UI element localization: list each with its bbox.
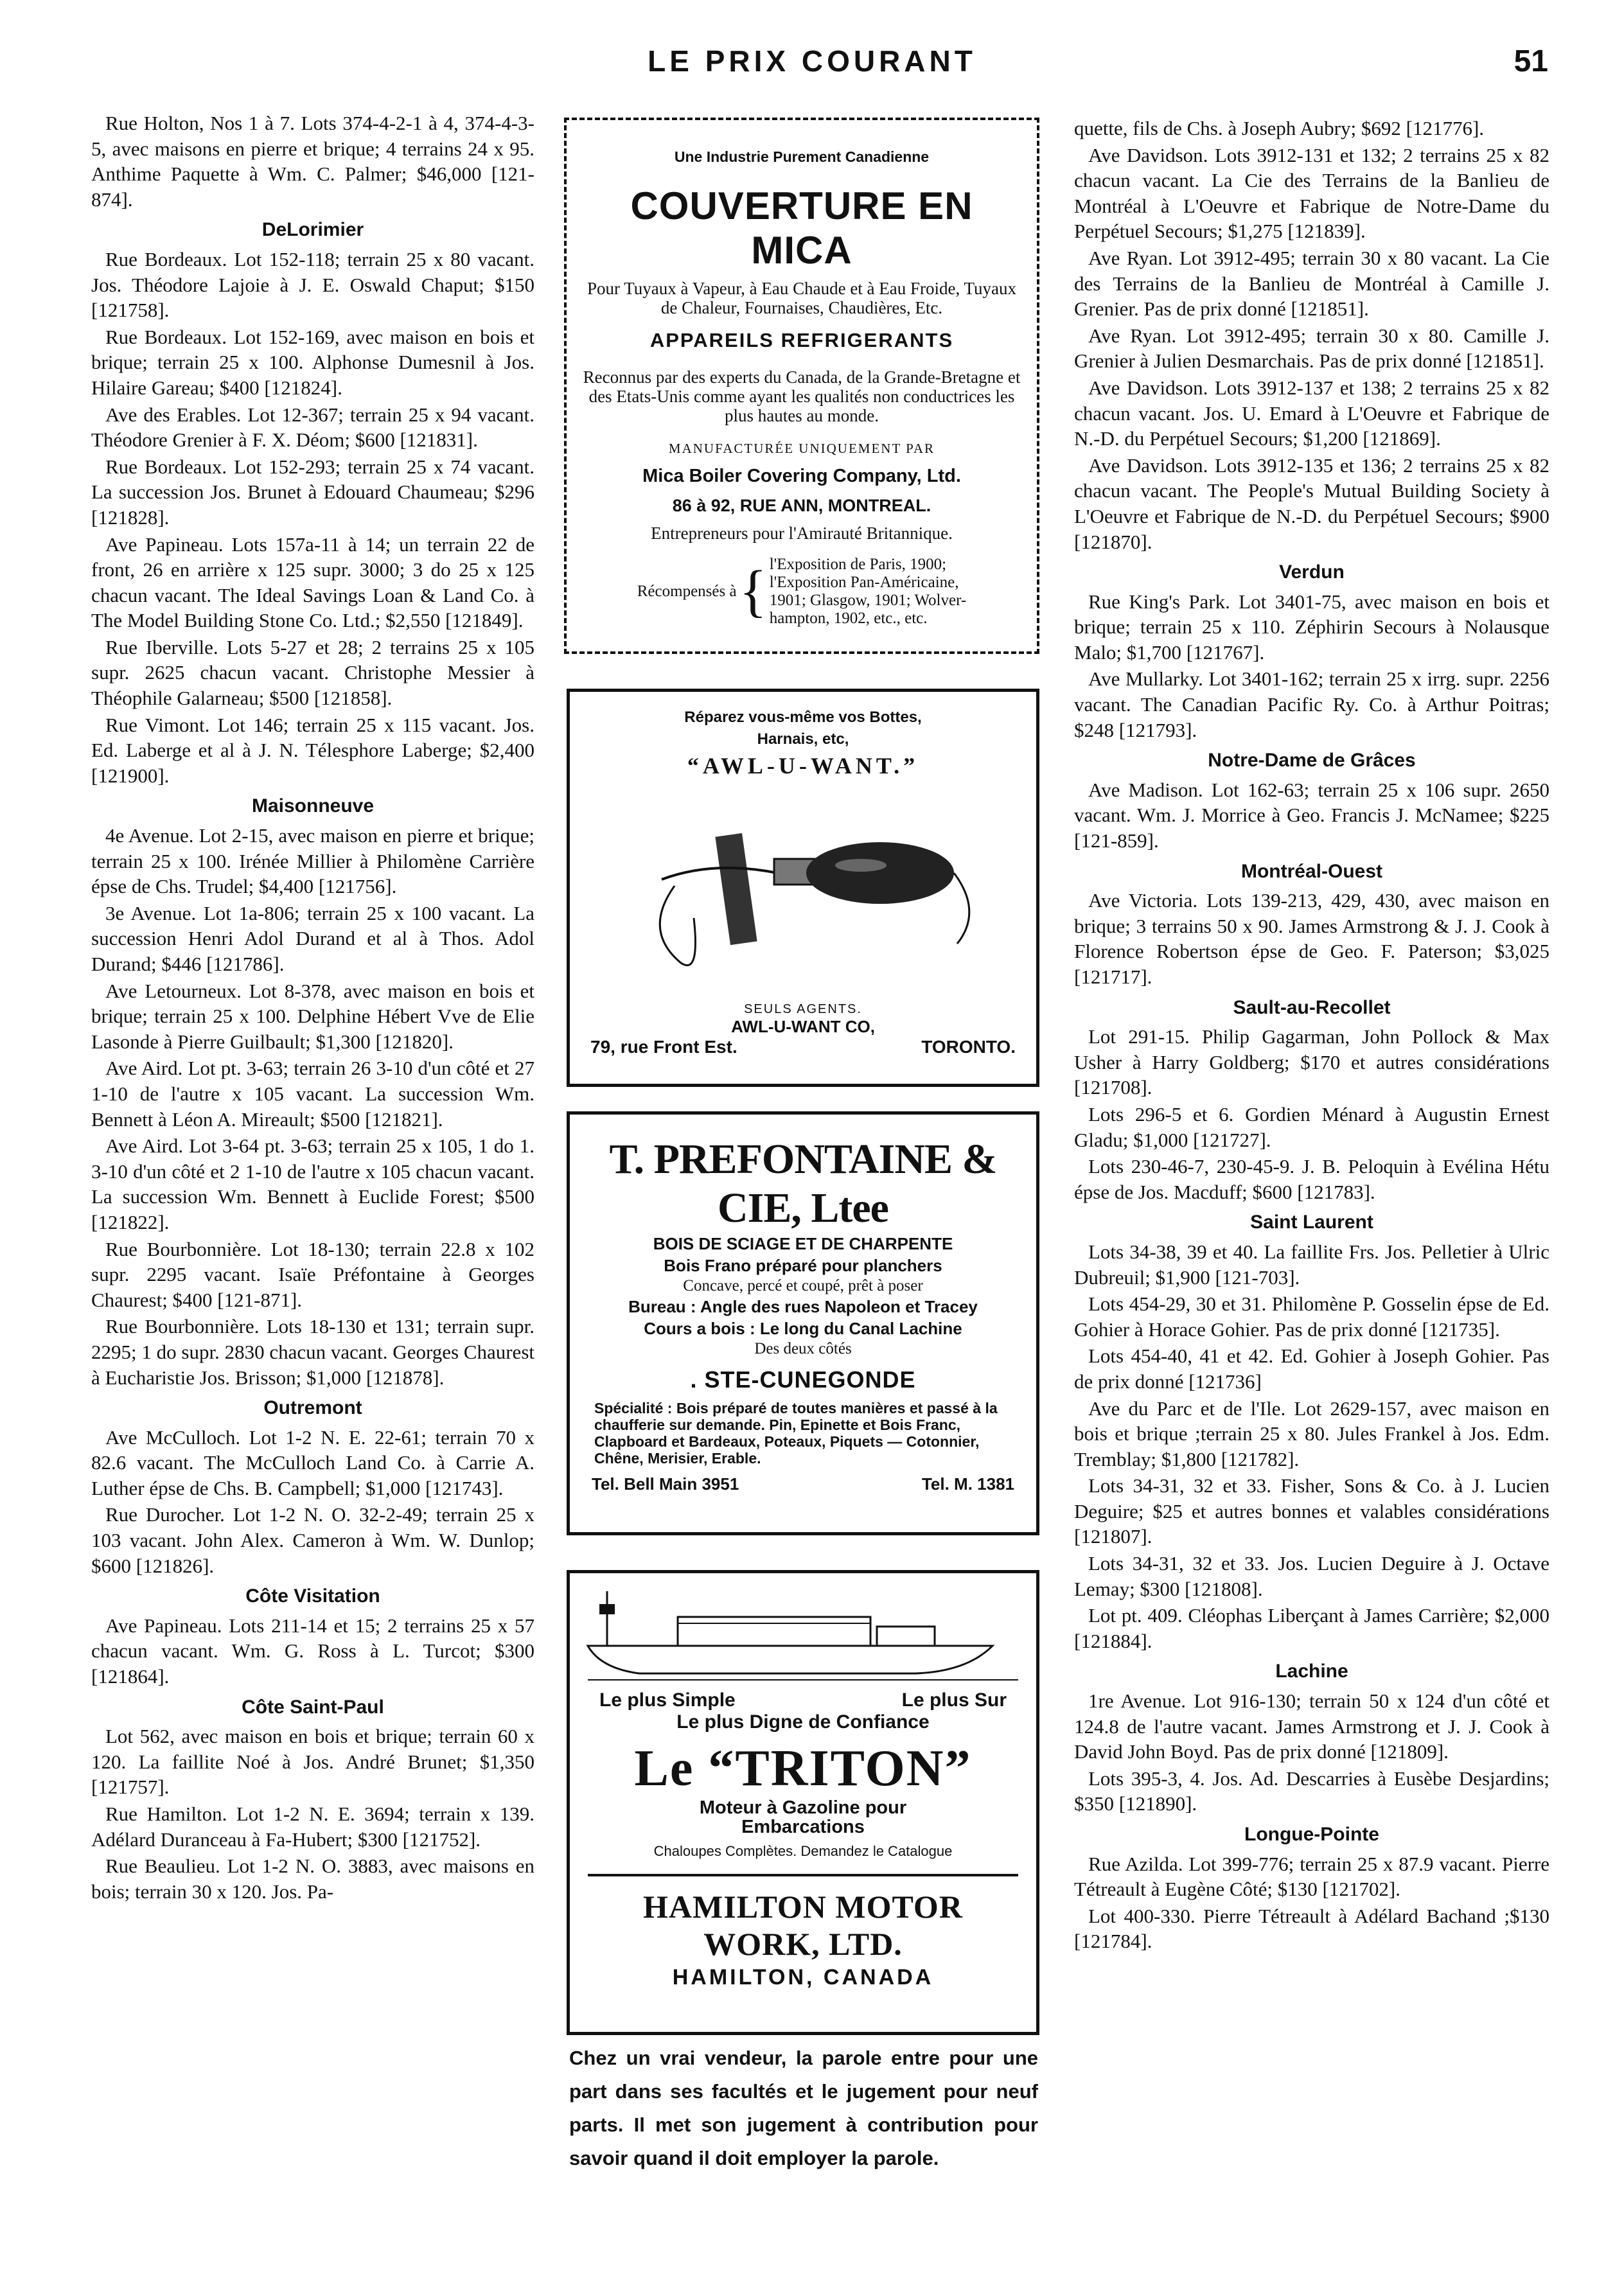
awards-label: Récompensés à [637, 583, 737, 600]
listing: Lots 230-46-7, 230-45-9. J. B. Peloquin à Evélina Hétu épse de Jos. Macduff; $600 [121783]. [1074, 1155, 1549, 1203]
page-header [0, 44, 1624, 89]
ad-line: Bois Frano préparé pour planchers [664, 1256, 942, 1275]
listing: Lots 34-31, 32 et 33. Jos. Lucien Deguire à J. Octave Lemay; $300 [121808]. [1074, 1552, 1549, 1600]
listing: Ave Mullarky. Lot 3401-162; terrain 25 x irrg. supr. 2256 vacant. The Canadian Pacific Ry. Co. à Arthur Poitras; $248 [121793]. [1074, 667, 1549, 741]
ad-description: Pour Tuyaux à Vapeur, à Eau Chaude et à Eau Froide, Tuyaux de Chaleur, Fournaises, Chaudières, Etc. [587, 279, 1017, 317]
ad-telephone: Tel. Bell Main 3951 [592, 1474, 739, 1494]
ad-line: Des deux côtés [754, 1340, 852, 1357]
listing: Lot pt. 409. Cléophas Liberçant à James Carrière; $2,000 [121884]. [1074, 1604, 1549, 1652]
listing: Rue Bordeaux. Lot 152-293; terrain 25 x 74 vacant. La succession Jos. Brunet à Edouard Chaumeau; $296 [121828]. [91, 455, 534, 529]
ad-line: BOIS DE SCIAGE ET DE CHARPENTE [653, 1234, 953, 1253]
listing: Rue King's Park. Lot 3401-75, avec maison en bois et brique; terrain 25 x 110. Zéphirin Secours à Nolausque Malo; $1,700 [121767]. [1074, 590, 1549, 664]
listing: Ave Davidson. Lots 3912-137 et 138; 2 terrains 25 x 82 chacun vacant. Jos. U. Emard à L'Oeuvre et Fabrique de N.-D. du Perpétuel Secours; $1,200 [121869]. [1074, 376, 1549, 450]
listing: Rue Holton, Nos 1 à 7. Lots 374-4-2-1 à 4, 374-4-3-5, avec maisons en pierre et brique; 4 terrains 24 x 95. Anthime Paquette à Wm. C. Palmer; $46,000 [121-874]. [91, 112, 534, 211]
ad-line: Concave, percé et coupé, prêt à poser [683, 1277, 923, 1294]
award-line: l'Exposition de Paris, 1900; [769, 556, 947, 573]
right-column [1074, 116, 1549, 1955]
ad-prefontaine [567, 1111, 1039, 1535]
ad-slogan: Le plus Simple [599, 1689, 736, 1711]
section-heading: Lachine [1275, 1661, 1348, 1682]
listing: Lots 454-40, 41 et 42. Ed. Gohier à Joseph Gohier. Pas de prix donné [121736] [1074, 1345, 1549, 1393]
section-heading: Côte Saint-Paul [242, 1696, 384, 1718]
ad-manufactured-by: MANUFACTURÉE UNIQUEMENT PAR [668, 441, 935, 456]
listing: Rue Iberville. Lots 5-27 et 28; 2 terrains 25 x 105 supr. 2625 chacun vacant. Christophe Messier à Théophile Galarneau; $500 [121858]. [91, 635, 534, 710]
listing: Ave Aird. Lot pt. 3-63; terrain 26 3-10 d'un côté et 27 1-10 de l'autre x 105 vacant. La succession Wm. Bennett à Léon A. Mireault; $500 [121821]. [91, 1057, 534, 1131]
ad-telephone-row [585, 1474, 1021, 1494]
ad-approval: Reconnus par des experts du Canada, de la Grande-Bretagne et des Etats-Unis comme ayant les qualités non conductrices les plus hautes au monde. [583, 367, 1021, 425]
listing: Ave Papineau. Lots 157a-11 à 14; un terrain 22 de front, 26 en arrière x 125 supr. 3000; 3 do 25 x 125 chacun vacant. The Ideal Savings Loan & Land Co. à The Model Building Stone Co. Ltd.; $2,550 [121849]. [91, 533, 534, 632]
listing: Ave Victoria. Lots 139-213, 429, 430, avec maison en brique; 3 terrains 50 x 90. James Armstrong & J. J. Cook à Florence Robertson épse de Geo. F. Paterson; $3,025 [121717]. [1074, 889, 1549, 988]
section-heading: Verdun [1279, 561, 1345, 583]
section-heading: DeLorimier [261, 219, 364, 241]
section-heading: Côte Visitation [245, 1585, 380, 1607]
ad-city: TORONTO. [921, 1037, 1016, 1057]
ad-awl-u-want [567, 689, 1039, 1087]
listing: Rue Hamilton. Lot 1-2 N. E. 3694; terrain x 139. Adélard Duranceau à Fa-Hubert; $300 [121752]. [91, 1803, 534, 1851]
listing: Lots 34-31, 32 et 33. Fisher, Sons & Co. à J. Lucien Deguire; $25 et autres bonnes et valables considérations [121807]. [1074, 1474, 1549, 1548]
listing: Ave Davidson. Lots 3912-131 et 132; 2 terrains 25 x 82 chacun vacant. La Cie des Terrains de la Banlieu de Montréal à L'Oeuvre et Fabrique de Notre-Dame du Perpétuel Secours; $1,275 [121839]. [1074, 143, 1549, 243]
ad-place: . STE-CUNEGONDE [690, 1366, 916, 1393]
ad-title: COUVERTURE EN MICA [630, 184, 973, 272]
ad-agents: SEULS AGENTS. [744, 1002, 862, 1016]
listing: 4e Avenue. Lot 2-15, avec maison en pierre et brique; terrain 25 x 100. Irénée Millier à Philomène Carrière épse de Chs. Trudel; $4,400 [121756]. [91, 824, 534, 898]
listing: Lots 296-5 et 6. Gordien Ménard à Augustin Ernest Gladu; $1,000 [121727]. [1074, 1102, 1549, 1151]
listing: Ave des Erables. Lot 12-367; terrain 25 x 94 vacant. Théodore Grenier à F. X. Déom; $600 [121831]. [91, 403, 534, 452]
section-heading: Sault-au-Recollet [1233, 996, 1391, 1018]
ad-slogan: Le plus Sur [901, 1689, 1007, 1711]
ad-company: AWL-U-WANT CO, [731, 1017, 875, 1036]
listing: Ave Ryan. Lot 3912-495; terrain 30 x 80. Camille J. Grenier à Julien Desmarchais. Pas de prix donné [121851]. [1074, 324, 1549, 373]
listing: Lots 454-29, 30 et 31. Philomène P. Gosselin épse de Ed. Gohier à Horace Gohier. Pas de prix donné [121735]. [1074, 1292, 1549, 1341]
ad-slogan-row [581, 1689, 1025, 1711]
ad-address: 86 à 92, RUE ANN, MONTREAL. [672, 496, 931, 515]
listing: Ave Madison. Lot 162-63; terrain 25 x 106 supr. 2650 vacant. Wm. J. Morrice à Geo. Francis J. McNamee; $225 [121-859]. [1074, 778, 1549, 852]
listing: quette, fils de Chs. à Joseph Aubry; $692 [121776]. [1074, 117, 1485, 139]
ad-mica-covering [564, 118, 1039, 654]
ad-contractor: Entrepreneurs pour l'Amirauté Britannique. [651, 524, 953, 543]
ad-address-row [583, 1037, 1023, 1057]
ad-city: HAMILTON, CANADA [672, 1965, 934, 1989]
listing: Rue Bourbonnière. Lot 18-130; terrain 22.8 x 102 supr. 2295 vacant. Isaïe Préfontaine à Georges Chaurest; $400 [121-871]. [91, 1237, 534, 1311]
ad-address: 79, rue Front Est. [590, 1037, 737, 1057]
ad-triton [567, 1570, 1039, 2035]
brace-icon: { [739, 560, 767, 623]
listing: 3e Avenue. Lot 1a-806; terrain 25 x 100 vacant. La succession Henri Adol Durand et al à Thos. Adol Durand; $446 [121786]. [91, 901, 534, 975]
ad-awards [582, 556, 1021, 628]
section-heading: Maisonneuve [251, 795, 375, 817]
listing: Rue Vimont. Lot 146; terrain 25 x 115 vacant. Jos. Ed. Laberge et al à J. N. Télesphore Laberge; $2,400 [121900]. [91, 713, 534, 787]
section-heading: Longue-Pointe [1244, 1824, 1379, 1845]
listing: Rue Durocher. Lot 1-2 N. O. 32-2-49; terrain 25 x 103 vacant. John Alex. Cameron à Wm. W. Dunlop; $600 [121826]. [91, 1503, 534, 1577]
ad-line: Cours a bois : Le long du Canal Lachine [644, 1319, 962, 1338]
listing: Rue Azilda. Lot 399-776; terrain 25 x 87.9 vacant. Pierre Tétreault à Eugène Côté; $130 [121702]. [1074, 1852, 1549, 1901]
awl-tool-illustration [623, 783, 983, 995]
listing: 1re Avenue. Lot 916-130; terrain 50 x 124 d'un côté et 124.8 de l'autre vacant. James Armstrong et J. J. Cook à David John Boyd. Pas de prix donné [121809]. [1074, 1689, 1549, 1763]
awards-list [770, 556, 966, 628]
listing: Lots 34-38, 39 et 40. La faillite Frs. Jos. Pelletier à Ulric Dubreuil; $1,900 [121-703]. [1074, 1240, 1549, 1289]
listing: Rue Bordeaux. Lot 152-169, avec maison en bois et brique; terrain 25 x 100. Alphonse Dumesnil à Jos. Hilaire Gareau; $400 [121824]. [91, 325, 534, 399]
listing: Rue Bordeaux. Lot 152-118; terrain 25 x 80 vacant. Jos. Théodore Lajoie à J. E. Oswald Chaput; $150 [121758]. [91, 247, 534, 322]
listing: Ave Ryan. Lot 3912-495; terrain 30 x 80 vacant. La Cie des Terrains de la Banlieu de Montréal à Camille J. Grenier. Pas de prix donné [121851]. [1074, 246, 1549, 321]
ad-company: Mica Boiler Covering Company, Ltd. [642, 466, 961, 486]
listing: Lots 395-3, 4. Jos. Ad. Descarries à Eusèbe Desjardins; $350 [121890]. [1074, 1767, 1549, 1815]
listing: Lot 291-15. Philip Gagarman, John Pollock & Max Usher à Harry Goldberg; $170 et autres considérations [121708]. [1074, 1025, 1549, 1099]
ad-brand: Le “TRITON” [634, 1740, 972, 1797]
ad-line: Harnais, etc, [757, 730, 849, 748]
listing: Ave Papineau. Lots 211-14 et 15; 2 terrains 25 x 57 chacun vacant. Wm. G. Ross à L. Turcot; $300 [121864]. [91, 1614, 534, 1688]
section-heading: Saint Laurent [1250, 1212, 1373, 1233]
ad-company: HAMILTON MOTOR WORK, LTD. [643, 1889, 963, 1962]
ad-line: Embarcations [741, 1817, 865, 1837]
listing: Ave du Parc et de l'Ile. Lot 2629-157, avec maison en bois et brique ;terrain 25 x 80. Jules Frankel à Jos. Edm. Tremblay; $1,800 [121782]. [1074, 1397, 1549, 1470]
journal-title: LE PRIX COURANT [648, 44, 976, 78]
section-heading: Notre-Dame de Grâces [1208, 750, 1416, 772]
listing: Ave Aird. Lot 3-64 pt. 3-63; terrain 25 x 105, 1 do 1. 3-10 d'un côté et 2 1-10 de l'autre x 105 chacun vacant. La succession Wm. Bennett à Euclide Forest; $500 [121822]. [91, 1134, 534, 1233]
ad-line: Moteur à Gazoline pour [699, 1797, 907, 1818]
section-heading: Montréal-Ouest [1240, 860, 1383, 882]
listing: Ave Letourneux. Lot 8-378, avec maison en bois et brique; terrain 25 x 100. Delphine Hébert Vve de Elie Lasonde à Pierre Guilbault; $1,300 [121820]. [91, 979, 534, 1053]
award-line: l'Exposition Pan-Américaine, [769, 574, 959, 591]
motor-boat-illustration [581, 1585, 1025, 1681]
divider [588, 1874, 1018, 1876]
listing: Rue Beaulieu. Lot 1-2 N. O. 3883, avec maisons en bois; terrain 30 x 120. Jos. Pa- [91, 1855, 534, 1903]
closing-quote: Chez un vrai vendeur, la parole entre pour une part dans ses facultés et le jugement pour neuf parts. Il met son jugement à contribution pour savoir quand il doit employer la parole. [569, 2047, 1038, 2169]
listing: Lot 400-330. Pierre Tétreault à Adélard Bachand ;$130 [121784]. [1074, 1904, 1549, 1953]
ad-line: Chaloupes Complètes. Demandez le Catalogue [653, 1843, 953, 1859]
ad-line: Réparez vous-même vos Bottes, [684, 709, 922, 726]
page-number: 51 [1514, 44, 1548, 78]
ad-telephone: Tel. M. 1381 [921, 1474, 1014, 1494]
award-line: 1901; Glasgow, 1901; Wolver- [769, 592, 967, 609]
left-column [91, 110, 534, 1905]
ad-company: T. PREFONTAINE & CIE, Ltee [609, 1136, 997, 1231]
listing: Ave McCulloch. Lot 1-2 N. E. 22-61; terrain 70 x 82.6 vacant. The McCulloch Land Co. à Carrie A. Luther épse de Chs. B. Campbell; $1,000 [121743]. [91, 1425, 534, 1499]
ad-subtitle: APPAREILS REFRIGERANTS [649, 329, 954, 351]
ad-brand: “AWL-U-WANT.” [687, 753, 919, 779]
ad-kicker: Une Industrie Purement Canadienne [674, 148, 930, 165]
ad-line: Bureau : Angle des rues Napoleon et Tracey [628, 1297, 978, 1316]
ad-slogan: Le plus Digne de Confiance [676, 1711, 930, 1733]
award-line: hampton, 1902, etc., etc. [769, 610, 928, 627]
section-heading: Outremont [263, 1397, 362, 1419]
ad-specialty: Spécialité : Bois préparé de toutes manières et passé à la chaufferie sur demande. Pin, Epinette et Bois Franc, Clapboard et Bardeaux, Poteaux, Piquets — Cotonnier, Chêne, Merisier, Erable. [594, 1400, 998, 1467]
listing: Lot 562, avec maison en bois et brique; terrain 60 x 120. La faillite Noé à Jos. André Brunet; $1,350 [121757]. [91, 1725, 534, 1799]
listing: Rue Bourbonnière. Lots 18-130 et 131; terrain supr. 2295; 1 do supr. 2830 chacun vacant. Georges Chaurest à Eucharistie Jos. Brisson; $1,000 [121878]. [91, 1315, 534, 1389]
listing: Ave Davidson. Lots 3912-135 et 136; 2 terrains 25 x 82 chacun vacant. The People's Mutual Building Society à L'Oeuvre et Fabrique de N.-D. du Perpétuel Secours; $900 [121870]. [1074, 454, 1549, 553]
